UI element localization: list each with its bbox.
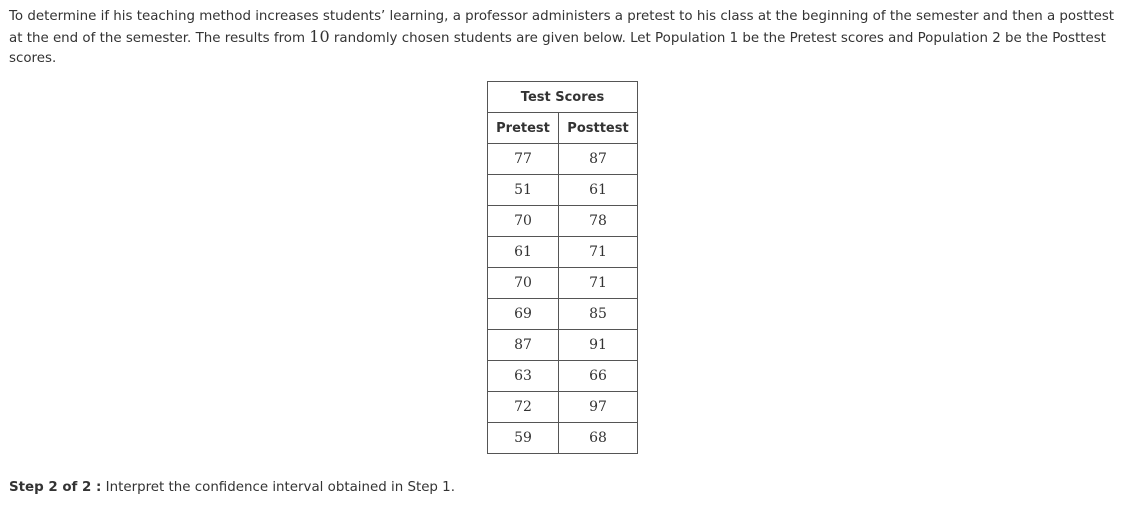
column-header-posttest: Posttest [559,113,638,144]
pretest-cell: 87 [488,330,559,361]
table-row [488,237,638,268]
table-header-row [488,113,638,144]
pretest-cell: 70 [488,268,559,299]
pretest-cell: 61 [488,237,559,268]
table-row [488,299,638,330]
step-instruction [9,480,455,495]
table-row [488,175,638,206]
table-row [488,268,638,299]
pretest-cell: 59 [488,423,559,454]
posttest-cell: 61 [559,175,638,206]
posttest-cell: 71 [559,237,638,268]
pretest-cell: 77 [488,144,559,175]
problem-text-part2: randomly chosen students are given below. Let Population 1 be the Pretest scores and Population 2 be the Posttest scores. [9,31,1106,66]
table-row [488,392,638,423]
table-row [488,423,638,454]
problem-text-part1: To determine if his teaching method increases students’ learning, a professor administers a pretest to his class at the beginning of the semester and then a posttest at the end of the semester. The results from [9,9,1115,46]
table-row [488,206,638,237]
test-scores-table [487,81,638,454]
posttest-cell: 97 [559,392,638,423]
posttest-cell: 66 [559,361,638,392]
step-text: Interpret the confidence interval obtained in Step 1. [105,480,455,495]
table-row [488,144,638,175]
table-row [488,361,638,392]
posttest-cell: 91 [559,330,638,361]
table-title-row [488,82,638,113]
table-row [488,330,638,361]
posttest-cell: 87 [559,144,638,175]
pretest-cell: 63 [488,361,559,392]
pretest-cell: 72 [488,392,559,423]
posttest-cell: 78 [559,206,638,237]
posttest-cell: 71 [559,268,638,299]
pretest-cell: 51 [488,175,559,206]
posttest-cell: 85 [559,299,638,330]
step-label: Step 2 of 2 : [9,480,102,495]
column-header-pretest: Pretest [488,113,559,144]
problem-statement [9,7,1117,69]
pretest-cell: 69 [488,299,559,330]
table-title: Test Scores [488,82,638,113]
pretest-cell: 70 [488,206,559,237]
posttest-cell: 68 [559,423,638,454]
sample-size: 10 [309,27,330,46]
test-scores-table-container [487,81,638,454]
